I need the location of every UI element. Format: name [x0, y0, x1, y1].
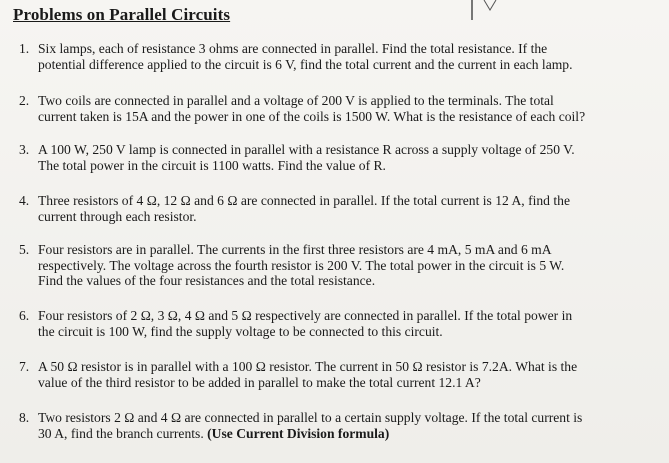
problem-line: A 100 W, 250 V lamp is connected in parallel with a resistance R across a supply voltage of 250 V.	[38, 142, 575, 157]
problem-number: 6.	[19, 308, 30, 323]
problem-text	[38, 410, 650, 441]
problem-text	[38, 41, 650, 72]
problem-number: 3.	[19, 142, 30, 157]
problem-line	[38, 426, 650, 442]
page-title: Problems on Parallel Circuits	[13, 5, 231, 24]
problem-line: A 50 Ω resistor is in parallel with a 100 Ω resistor. The current in 50 Ω resistor is 7.2A. What is the	[38, 359, 578, 374]
problem-line: the circuit is 100 W, find the supply voltage to be connected to this circuit.	[38, 323, 443, 339]
hint-text: (Use Current Division formula)	[207, 425, 390, 441]
margin-mark	[466, 0, 506, 22]
problem-line: Six lamps, each of resistance 3 ohms are connected in parallel. Find the total resistance. If the	[38, 41, 548, 56]
problem-text	[38, 193, 650, 224]
problem-number: 7.	[19, 359, 30, 374]
problem-text	[38, 308, 650, 339]
problem-number: 5.	[19, 242, 30, 257]
problem-line: The total power in the circuit is 1100 watts. Find the value of R.	[38, 157, 386, 173]
problem-text	[38, 93, 650, 124]
problem-text	[38, 242, 650, 289]
problem-line: Find the values of the four resistances and the total resistance.	[38, 273, 376, 288]
problem-text	[38, 142, 650, 173]
problem-line-text: 30 A, find the branch currents.	[38, 425, 204, 441]
problem-line: Four resistors are in parallel. The currents in the first three resistors are 4 mA, 5 mA and 6 mA	[38, 242, 552, 257]
problem-number: 4.	[19, 193, 30, 208]
problem-line: Two resistors 2 Ω and 4 Ω are connected in parallel to a certain supply voltage. If the total current is	[38, 410, 583, 425]
problem-text	[38, 359, 650, 390]
problem-number: 8.	[19, 410, 30, 425]
problem-line: current taken is 15A and the power in one of the coils is 1500 W. What is the resistance of each coil?	[38, 108, 586, 124]
problem-line: Four resistors of 2 Ω, 3 Ω, 4 Ω and 5 Ω respectively are connected in parallel. If the total power in	[38, 308, 573, 323]
problem-line: potential difference applied to the circuit is 6 V, find the total current and the current in each lamp.	[38, 56, 573, 72]
problem-number: 2.	[19, 93, 30, 108]
problem-line: Three resistors of 4 Ω, 12 Ω and 6 Ω are connected in parallel. If the total current is 12 A, find the	[38, 193, 570, 208]
problem-number: 1.	[19, 41, 30, 56]
problem-line: Two coils are connected in parallel and a voltage of 200 V is applied to the terminals. The total	[38, 93, 554, 108]
problem-line: respectively. The voltage across the fourth resistor is 200 V. The total power in the circuit is 5 W.	[38, 257, 565, 273]
problem-line: current through each resistor.	[38, 208, 197, 224]
problem-line: value of the third resistor to be added in parallel to make the total current 12.1 A?	[38, 374, 481, 390]
